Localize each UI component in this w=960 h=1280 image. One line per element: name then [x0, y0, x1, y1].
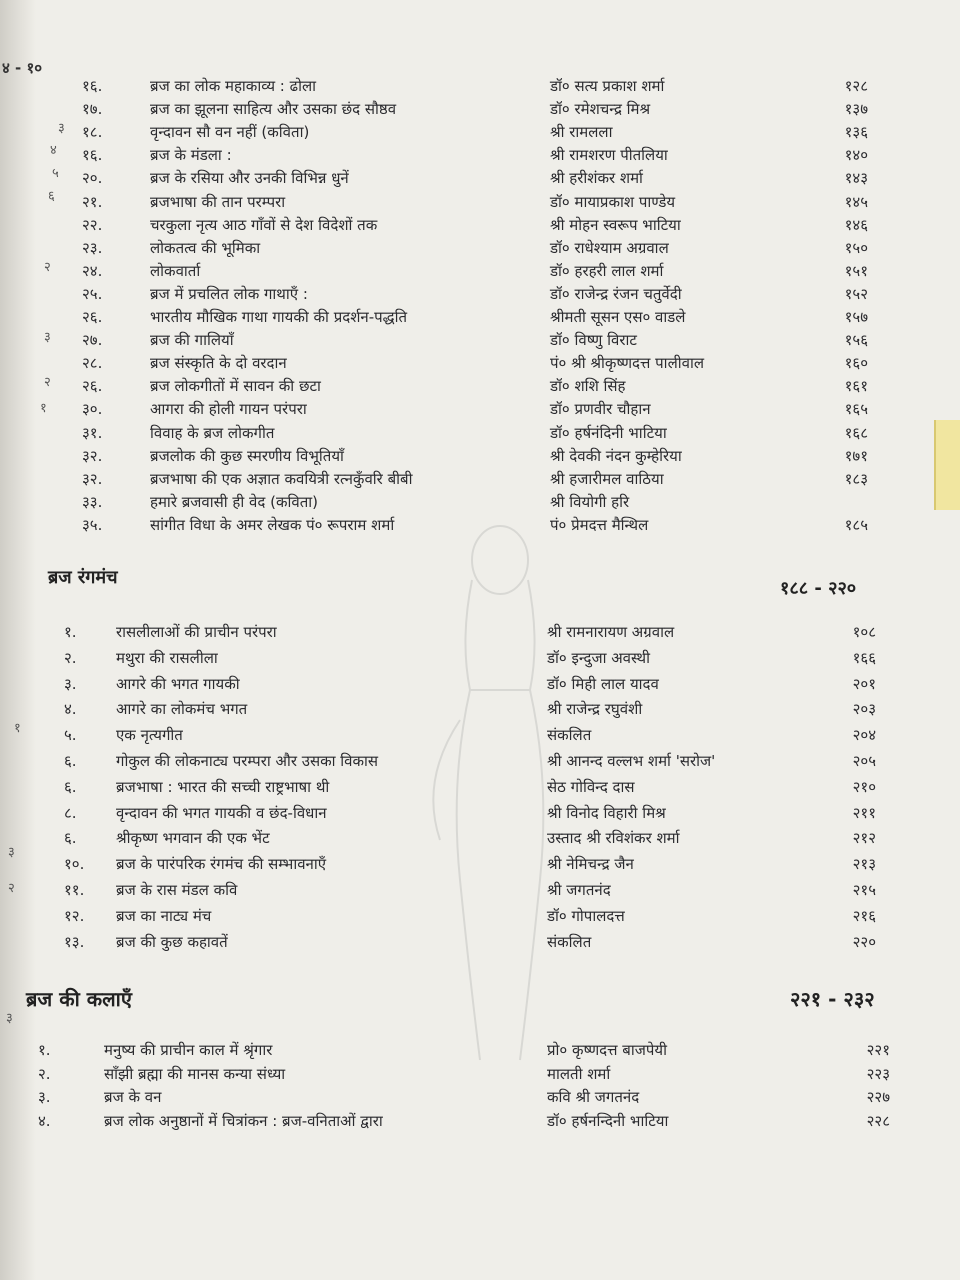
toc-page-number: १८३ [844, 469, 868, 488]
toc-number: ६. [64, 777, 77, 796]
toc-number: ११. [64, 881, 85, 899]
page-corner-range: ४ - १० [2, 59, 43, 77]
toc-page-number: २०५ [852, 752, 876, 770]
toc-page-number: २०३ [852, 700, 876, 719]
toc-page-number: १२८ [844, 77, 868, 95]
toc-number: ६. [64, 752, 77, 770]
toc-author: डॉ० मिही लाल यादव [547, 674, 659, 693]
toc-title: ब्रज में प्रचलित लोक गाथाएँ : [150, 284, 308, 303]
margin-mark: ५ [52, 166, 59, 181]
toc-author: उस्ताद श्री रविशंकर शर्मा [547, 829, 680, 848]
toc-page-number: १०८ [852, 623, 876, 641]
toc-number: ३२. [82, 469, 103, 488]
toc-title: आगरे का लोकमंच भगत [116, 700, 248, 719]
toc-author: डॉ० राजेन्द्र रंजन चतुर्वेदी [550, 284, 682, 303]
toc-title: ब्रज के वन [104, 1088, 162, 1106]
toc-number: २१. [82, 192, 103, 211]
toc-author: डॉ० शशि सिंह [550, 377, 626, 396]
toc-title: विवाह के ब्रज लोकगीत [150, 423, 275, 442]
toc-title: ब्रज की गालियाँ [150, 331, 234, 350]
background-figure-sketch [400, 520, 600, 1080]
toc-number: ६. [64, 829, 77, 848]
margin-mark: १ [40, 401, 47, 416]
toc-author: श्री विनोद विहारी मिश्र [547, 803, 666, 822]
toc-title: मथुरा की रासलीला [116, 648, 218, 667]
toc-number: २. [64, 648, 77, 667]
toc-page-number: १६६ [852, 648, 876, 667]
toc-page-number: २१० [852, 777, 876, 796]
toc-title: ब्रज की कुछ कहावतें [116, 932, 228, 951]
toc-page-number: २१३ [852, 855, 876, 874]
toc-page-number: १८५ [844, 515, 868, 534]
page-gutter-shadow [0, 0, 36, 1280]
toc-number: २२. [82, 215, 103, 234]
toc-author: श्री मोहन स्वरूप भाटिया [550, 215, 681, 234]
toc-title: ब्रजलोक की कुछ स्मरणीय विभूतियाँ [150, 446, 344, 465]
toc-author: श्री आनन्द वल्लभ शर्मा 'सरोज' [547, 752, 716, 770]
toc-page-number: १३६ [844, 123, 868, 142]
toc-title: भारतीय मौखिक गाथा गायकी की प्रदर्शन-पद्धति [150, 308, 408, 326]
toc-number: २६. [82, 377, 103, 396]
margin-mark: ६ [48, 189, 55, 204]
toc-number: १७. [82, 100, 103, 119]
toc-page-number: १५० [844, 238, 868, 257]
section-range-braj-rangmanch: १८८ - २२० [780, 578, 857, 599]
toc-number: ४. [64, 700, 77, 719]
toc-page-number: २२० [852, 932, 876, 951]
toc-author: मालती शर्मा [547, 1064, 611, 1083]
toc-number: ३२. [82, 446, 103, 465]
toc-title: ब्रज का नाट्य मंच [116, 906, 212, 925]
toc-title: ब्रज का झूलना साहित्य और उसका छंद सौष्ठव [150, 100, 397, 119]
toc-page-number: २२८ [866, 1111, 890, 1130]
toc-title: एक नृत्यगीत [116, 726, 183, 745]
toc-author: डॉ० विष्णु विराट [550, 331, 637, 350]
toc-number: २३. [82, 238, 103, 257]
toc-number: ३०. [82, 400, 103, 419]
toc-number: १३. [64, 932, 85, 951]
toc-number: २८. [82, 354, 103, 373]
toc-number: ३. [64, 674, 77, 693]
toc-author: पं० प्रेमदत्त मैन्थिल [550, 515, 649, 534]
toc-number: २. [38, 1064, 51, 1083]
toc-page-number: १४६ [844, 215, 868, 234]
toc-page-number: १५७ [844, 308, 868, 326]
toc-number: १८. [82, 123, 103, 142]
toc-author: डॉ० मायाप्रकाश पाण्डेय [550, 192, 676, 211]
toc-author: डॉ० प्रणवीर चौहान [550, 400, 651, 419]
toc-number: २४. [82, 261, 103, 280]
margin-mark: ४ [50, 143, 57, 158]
toc-number: १. [38, 1041, 51, 1059]
toc-page-number: २१५ [852, 881, 876, 899]
section-heading-braj-rangmanch: ब्रज रंगमंच [48, 567, 118, 588]
margin-mark: ३ [8, 845, 15, 860]
toc-author: श्री जगतनंद [547, 881, 611, 899]
toc-title: गोकुल की लोकनाट्य परम्परा और उसका विकास [116, 752, 379, 770]
toc-page-number: २२३ [866, 1064, 890, 1083]
toc-title: वृन्दावन की भगत गायकी व छंद-विधान [116, 803, 327, 822]
toc-author: डॉ० हर्षनंदिनी भाटिया [550, 423, 667, 442]
toc-page-number: २०१ [852, 674, 876, 693]
toc-number: २६. [82, 308, 103, 326]
toc-number: ३१. [82, 423, 103, 442]
toc-author: श्री वियोगी हरि [550, 492, 630, 511]
margin-mark: १ [14, 721, 21, 736]
toc-title: ब्रजभाषा की तान परम्परा [150, 192, 286, 211]
toc-number: १६. [82, 146, 103, 165]
margin-mark: २ [44, 260, 51, 275]
toc-author: श्री राजेन्द्र रघुवंशी [547, 700, 643, 719]
sticky-note-tab [934, 420, 960, 510]
toc-page-number: १६० [844, 354, 868, 373]
toc-number: १६. [82, 77, 103, 95]
toc-title: ब्रज के रसिया और उनकी विभिन्न धुनें [150, 169, 349, 188]
toc-title: ब्रजभाषा : भारत की सच्ची राष्ट्रभाषा थी [116, 777, 330, 796]
toc-author: पं० श्री श्रीकृष्णदत्त पालीवाल [550, 354, 705, 373]
margin-mark: ३ [44, 330, 51, 345]
toc-title: मनुष्य की प्राचीन काल में श्रृंगार [104, 1041, 273, 1059]
toc-author: श्री देवकी नंदन कुम्हेरिया [550, 446, 682, 465]
toc-number: ३५. [82, 515, 103, 534]
toc-author: डॉ० गोपालदत्त [547, 906, 625, 925]
toc-title: ब्रज के रास मंडल कवि [116, 881, 238, 899]
toc-page-number: १६५ [844, 400, 868, 419]
toc-author: डॉ० हरहरी लाल शर्मा [550, 261, 664, 280]
toc-author: श्री हरीशंकर शर्मा [550, 169, 643, 188]
toc-number: २७. [82, 331, 103, 350]
toc-author: श्री रामनारायण अग्रवाल [547, 623, 675, 641]
toc-author: श्री नेमिचन्द्र जैन [547, 855, 634, 874]
toc-title: ब्रज लोकगीतों में सावन की छटा [150, 377, 321, 396]
toc-author: डॉ० रमेशचन्द्र मिश्र [550, 100, 651, 119]
toc-title: रासलीलाओं की प्राचीन परंपरा [116, 623, 277, 641]
toc-page-number: १५२ [844, 284, 868, 303]
toc-page-number: २११ [852, 803, 876, 822]
toc-author: सेठ गोविन्द दास [547, 777, 635, 796]
toc-page-number: १४० [844, 146, 868, 165]
toc-title: ब्रजभाषा की एक अज्ञात कवयित्री रत्नकुँवरि बीबी [150, 469, 413, 488]
toc-title: ब्रज लोक अनुष्ठानों में चित्रांकन : ब्रज-वनिताओं द्वारा [104, 1111, 383, 1130]
toc-title: वृन्दावन सौ वन नहीं (कविता) [150, 123, 310, 142]
toc-title: ब्रज के पारंपरिक रंगमंच की सम्भावनाएँ [116, 855, 327, 874]
toc-author: प्रो० कृष्णदत्त बाजपेयी [547, 1041, 667, 1059]
toc-page-number: १३७ [844, 100, 868, 119]
toc-author: श्री रामशरण पीतलिया [550, 146, 668, 165]
toc-number: १०. [64, 855, 85, 874]
toc-title: आगरा की होली गायन परंपरा [150, 400, 307, 419]
margin-mark: २ [44, 375, 51, 390]
toc-page-number: १४५ [844, 192, 868, 211]
toc-author: संकलित [547, 726, 592, 745]
toc-title: हमारे ब्रजवासी ही वेद (कविता) [150, 492, 319, 511]
toc-author: श्री हजारीमल वाठिया [550, 469, 664, 488]
toc-author: डॉ० सत्य प्रकाश शर्मा [550, 77, 665, 95]
toc-page-number: १६८ [844, 423, 868, 442]
toc-author: श्रीमती सूसन एस० वाडले [550, 308, 686, 326]
toc-number: ३. [38, 1088, 51, 1106]
toc-number: ३३. [82, 492, 103, 511]
toc-page-number: १५६ [844, 331, 868, 350]
toc-page-number: १४३ [844, 169, 868, 188]
toc-title: आगरे की भगत गायकी [116, 674, 240, 693]
toc-title: लोकतत्व की भूमिका [150, 238, 261, 257]
toc-title: साँझी ब्रह्मा की मानस कन्या संध्या [104, 1064, 286, 1083]
margin-mark: ३ [6, 1011, 13, 1026]
toc-page-number: २१२ [852, 829, 876, 848]
section-range-braj-kalayen: २२१ - २३२ [790, 987, 875, 1011]
toc-author: डॉ० राधेश्याम अग्रवाल [550, 238, 669, 257]
toc-author: डॉ० इन्दुजा अवस्थी [547, 648, 651, 667]
toc-page-number: १७१ [844, 446, 868, 465]
toc-author: कवि श्री जगतनंद [547, 1088, 640, 1106]
toc-title: चरकुला नृत्य आठ गाँवों से देश विदेशों तक [150, 215, 378, 234]
toc-number: ४. [38, 1111, 51, 1130]
toc-title: ब्रज का लोक महाकाव्य : ढोला [150, 77, 317, 95]
margin-mark: २ [8, 881, 15, 896]
toc-number: १. [64, 623, 77, 641]
margin-mark: ३ [58, 121, 65, 136]
toc-title: लोकवार्ता [150, 261, 201, 280]
toc-page-number: २१६ [852, 906, 876, 925]
toc-number: २०. [82, 169, 103, 188]
toc-number: २५. [82, 284, 103, 303]
toc-title: श्रीकृष्ण भगवान की एक भेंट [116, 829, 270, 848]
toc-author: संकलित [547, 932, 592, 951]
toc-page-number: १५१ [844, 261, 868, 280]
toc-title: ब्रज के मंडला : [150, 146, 232, 165]
toc-author: श्री रामलला [550, 123, 613, 142]
toc-title: ब्रज संस्कृति के दो वरदान [150, 354, 287, 373]
toc-page-number: १६१ [844, 377, 868, 396]
toc-number: १२. [64, 906, 85, 925]
toc-title: सांगीत विधा के अमर लेखक पं० रूपराम शर्मा [150, 515, 395, 534]
toc-page-number: २०४ [852, 726, 876, 745]
toc-number: ८. [64, 803, 77, 822]
section-heading-braj-kalayen: ब्रज की कलाएँ [26, 987, 132, 1011]
toc-author: डॉ० हर्षनन्दिनी भाटिया [547, 1111, 669, 1130]
toc-number: ५. [64, 726, 77, 745]
toc-page-number: २२१ [866, 1041, 890, 1059]
toc-page-number: २२७ [866, 1088, 890, 1106]
